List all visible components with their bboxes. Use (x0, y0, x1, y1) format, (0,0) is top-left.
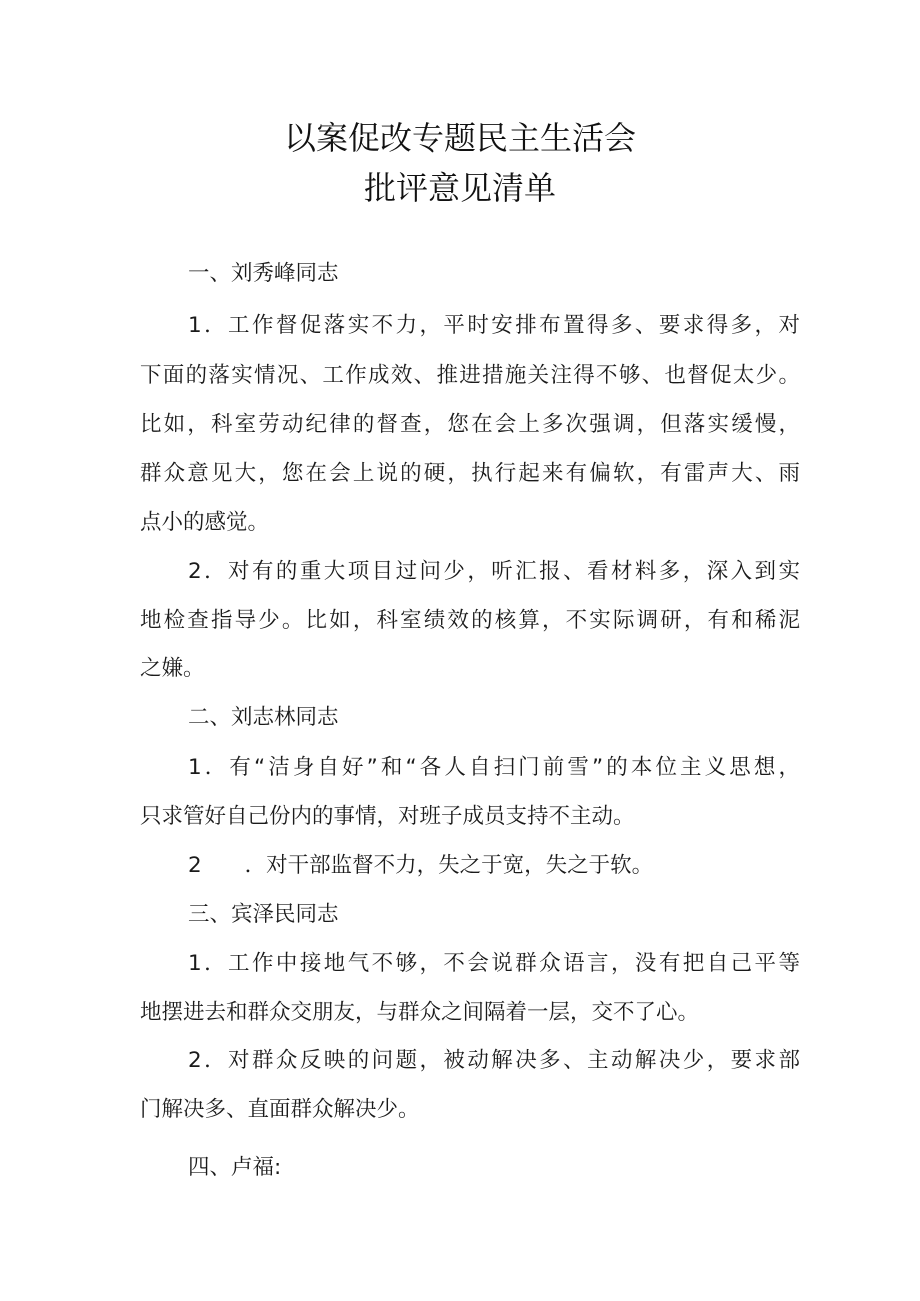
paragraph-line: 1．有“洁身自好”和“各人自扫门前雪”的本位主义思想， (188, 755, 800, 780)
paragraph-line: 1．工作中接地气不够，不会说群众语言，没有把自己平等 (188, 951, 800, 976)
document-title-line-1: 以案促改专题民主生活会 (283, 119, 636, 157)
paragraph-line: 2．对群众反映的问题，被动解决多、主动解决少，要求部 (188, 1048, 800, 1073)
section-heading-3: 三、宾泽民同志 (188, 902, 339, 927)
paragraph-line: 地检查指导少。比如，科室绩效的核算，不实际调研，有和稀泥 (140, 608, 800, 633)
paragraph-line: 地摆进去和群众交朋友，与群众之间隔着一层，交不了心。 (140, 1000, 700, 1025)
paragraph-line: 1．工作督促落实不力，平时安排布置得多、要求得多，对 (188, 313, 800, 338)
document-title-line-2: 批评意见清单 (363, 169, 556, 207)
section-heading-2: 二、刘志林同志 (188, 705, 339, 730)
paragraph-line: 下面的落实情况、工作成效、推进措施关注得不够、也督促太少。 (140, 363, 800, 388)
paragraph-line: 点小的感觉。 (140, 510, 270, 535)
paragraph-line: 只求管好自己份内的事情，对班子成员支持不主动。 (140, 804, 635, 829)
paragraph-line: 2 ．对干部监督不力，失之于宽，失之于软。 (188, 853, 654, 878)
paragraph-line: 之嫌。 (140, 656, 205, 681)
paragraph-line: 比如，科室劳动纪律的督查，您在会上多次强调，但落实缓慢， (140, 412, 800, 437)
section-heading-1: 一、刘秀峰同志 (188, 261, 339, 286)
paragraph-line: 门解决多、直面群众解决少。 (140, 1097, 420, 1122)
paragraph-line: 群众意见大，您在会上说的硬，执行起来有偏软，有雷声大、雨 (140, 461, 800, 486)
section-heading-4: 四、卢福: (188, 1155, 282, 1180)
paragraph-line: 2．对有的重大项目过问少，听汇报、看材料多，深入到实 (188, 559, 800, 584)
